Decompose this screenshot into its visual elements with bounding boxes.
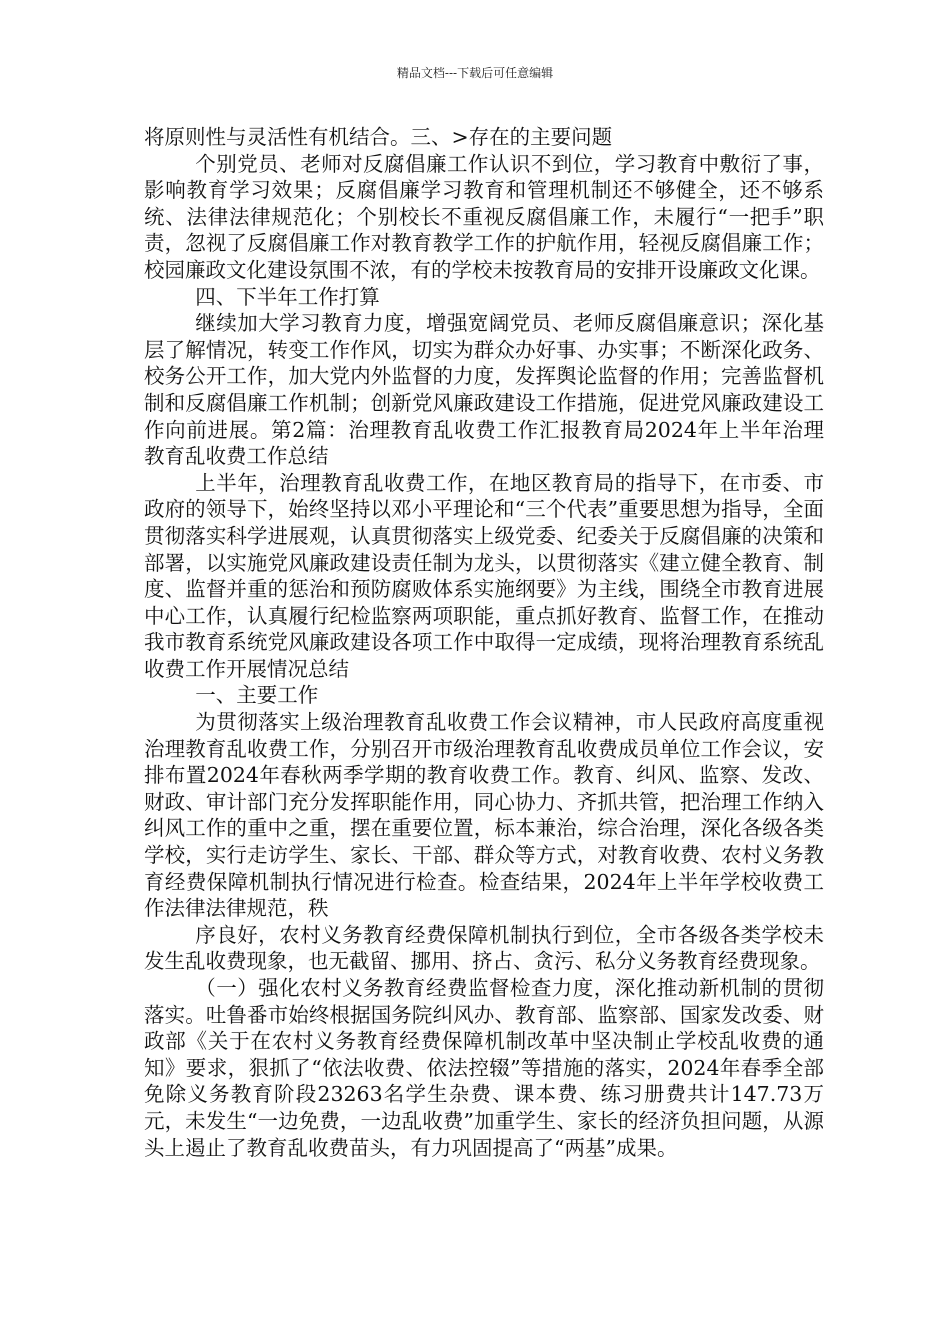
paragraph-order: 序良好，农村义务教育经费保障机制执行到位，全市各级各类学校未发生乱收费现象，也无截留、挪用、挤占、贪污、私分义务教育经费现象。 [144,922,824,974]
section-heading-plan: 四、下半年工作打算 [195,284,380,309]
paragraph-rural-funding: （一）强化农村义务教育经费监督检查力度，深化推动新机制的贯彻落实。吐鲁番市始终根据国务院纠风办、教育部、监察部、国家发改委、财政部《关于在农村义务教育经费保障机制改革中坚决制止学校乱收费的通知》要求，狠抓了“依法收费、依法控辍”等措施的落实，2024年春季全部免除义务教育阶段23263名学生杂费、课本费、练习册费共计147.73万元，未发生“一边免费，一边乱收费”加重学生、家长的经济负担问题，从源头上遏止了教育乱收费苗头，有力巩固提高了“两基”成果。 [144,976,824,1160]
section-heading-main-work: 一、主要工作 [195,683,319,708]
paragraph-plan: 继续加大学习教育力度，增强宽阔党员、老师反腐倡廉意识；深化基层了解情况，转变工作作风，切实为群众办好事、办实事；不断深化政务、校务公开工作，加大党内外监督的力度，发挥舆论监督的作用；完善监督机制和反腐倡廉工作机制；创新党风廉政建设工作措施，促进党风廉政建设工作向前进展。第2篇：治理教育乱收费工作汇报教育局2024年上半年治理教育乱收费工作总结 [144,311,824,469]
paragraph-main-work: 为贯彻落实上级治理教育乱收费工作会议精神，市人民政府高度重视治理教育乱收费工作，分别召开市级治理教育乱收费成员单位工作会议，安排布置2024年春秋两季学期的教育收费工作。教育、纠风、监察、发改、财政、审计部门充分发挥职能作用，同心协力、齐抓共管，把治理工作纳入纠风工作的重中之重，摆在重要位置，标本兼治，综合治理，深化各级各类学校，实行走访学生、家长、干部、群众等方式，对教育收费、农村义务教育经费保障机制执行情况进行检查。检查结果，2024年上半年学校收费工作法律法律规范，秩 [144,710,824,921]
paragraph-overview: 上半年，治理教育乱收费工作，在地区教育局的指导下，在市委、市政府的领导下，始终坚持以邓小平理论和“三个代表”重要思想为指导，全面贯彻落实科学进展观，认真贯彻落实上级党委、纪委关于反腐倡廉的决策和部署，以实施党风廉政建设责任制为龙头，以贯彻落实《建立健全教育、制度、监督并重的惩治和预防腐败体系实施纲要》为主线，围绕全市教育进展中心工作，认真履行纪检监察两项职能，重点抓好教育、监督工作，在推动我市教育系统党风廉政建设各项工作中取得一定成绩，现将治理教育系统乱收费工作开展情况总结 [144,470,824,681]
paragraph-problems: 个别党员、老师对反腐倡廉工作认识不到位，学习教育中敷衍了事，影响教育学习效果；反腐倡廉学习教育和管理机制还不够健全，还不够系统、法律法律规范化；个别校长不重视反腐倡廉工作，未履行“一把手”职责，忽视了反腐倡廉工作对教育教学工作的护航作用，轻视反腐倡廉工作；校园廉政文化建设氛围不浓，有的学校未按教育局的安排开设廉政文化课。 [144,151,824,282]
paragraph-continuation: 将原则性与灵活性有机结合。三、>存在的主要问题 [144,125,613,149]
page-header: 精品文档---下载后可任意编辑 [396,66,554,80]
document-body [144,124,824,1161]
